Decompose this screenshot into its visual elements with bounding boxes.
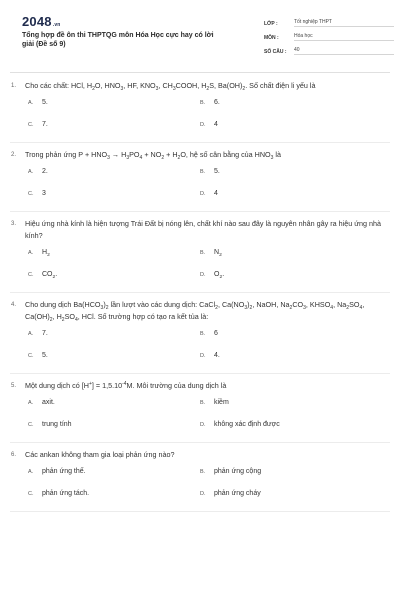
option-letter: C. (28, 491, 34, 497)
subject-label: MÔN : (264, 35, 279, 41)
answer-option[interactable] (200, 242, 390, 264)
answer-option[interactable] (28, 183, 200, 205)
answer-option[interactable] (200, 323, 390, 345)
logo-text: 2048 (22, 14, 52, 29)
option-text: 7. (42, 330, 48, 337)
answer-option[interactable] (28, 414, 200, 436)
question-stem (10, 218, 390, 242)
answer-option[interactable] (28, 114, 200, 136)
class-value: Tốt nghiệp THPT (294, 19, 394, 27)
meta-row-class (264, 13, 394, 27)
option-text: 2. (42, 168, 48, 175)
question-item (10, 74, 390, 143)
answer-option[interactable] (200, 161, 390, 183)
answer-option[interactable] (200, 461, 390, 483)
header-divider (10, 72, 390, 73)
option-text: axit. (42, 399, 55, 406)
option-letter: C. (28, 422, 34, 428)
meta-row-count (264, 41, 394, 55)
question-text: Cho các chất: HCl, $H_2O$, $HNO_3$, HF, $KNO_3$, $CH_3COOH$, $H_2S$, $Ba(OH)_2$. Số chất điện li yếu là (25, 81, 316, 92)
question-list (10, 74, 390, 512)
question-number: 3. (11, 221, 17, 227)
site-logo[interactable] (22, 14, 61, 29)
answer-option[interactable] (28, 92, 200, 114)
answer-option[interactable] (200, 345, 390, 367)
option-text: phản ứng thế. (42, 468, 86, 475)
answer-option[interactable] (28, 161, 200, 183)
question-item (10, 293, 390, 374)
question-stem (10, 149, 390, 161)
class-label: LỚP : (264, 21, 278, 27)
answer-option[interactable] (28, 264, 200, 286)
answer-option[interactable] (28, 345, 200, 367)
answer-option[interactable] (28, 323, 200, 345)
option-letter: B. (200, 469, 206, 475)
option-text: $N_2$ (214, 249, 222, 258)
meta-row-subject (264, 27, 394, 41)
question-stem (10, 380, 390, 392)
option-letter: B. (200, 400, 206, 406)
option-letter: C. (28, 122, 34, 128)
option-letter: A. (28, 469, 34, 475)
question-text: Trong phản ứng $P + HNO_3 \to H_3PO_4 + NO_2 + H_2O$, hệ số cân bằng của $HNO_3$ là (25, 150, 282, 161)
option-letter: A. (28, 100, 34, 106)
question-number: 1. (11, 83, 17, 89)
answer-options (28, 461, 390, 505)
option-letter: D. (200, 422, 206, 428)
subject-value: Hóa học (294, 33, 394, 41)
option-text: 3 (42, 190, 46, 197)
option-text: 5. (214, 168, 220, 175)
answer-options (28, 242, 390, 286)
answer-options (28, 161, 390, 205)
option-text: 4 (214, 190, 218, 197)
question-text: Hiệu ứng nhà kính là hiện tượng Trái Đất bị nóng lên, chất khí nào sau đây là nguyên nhân gây ra hiệu ứng nhà kính? (25, 219, 382, 240)
option-text: kiềm (214, 399, 229, 406)
option-letter: B. (200, 250, 206, 256)
answer-option[interactable] (28, 392, 200, 414)
answer-option[interactable] (28, 461, 200, 483)
question-stem (10, 299, 390, 323)
exam-meta (264, 13, 394, 55)
option-text: phản ứng cộng (214, 468, 262, 475)
answer-options (28, 392, 390, 436)
question-count-label: SỐ CÂU : (264, 49, 287, 55)
answer-option[interactable] (200, 414, 390, 436)
question-number: 2. (11, 152, 17, 158)
answer-option[interactable] (28, 242, 200, 264)
answer-options (28, 92, 390, 136)
question-count-value: 40 (294, 47, 394, 55)
option-letter: A. (28, 250, 34, 256)
question-item (10, 443, 390, 512)
question-stem (10, 80, 390, 92)
option-text: $O_2$. (214, 271, 225, 280)
option-letter: B. (200, 331, 206, 337)
option-text: $H_2$ (42, 249, 50, 258)
question-number: 6. (11, 452, 17, 458)
option-text: 6. (214, 99, 220, 106)
option-letter: D. (200, 491, 206, 497)
option-letter: A. (28, 400, 34, 406)
answer-option[interactable] (200, 183, 390, 205)
option-letter: C. (28, 272, 34, 278)
option-text: không xác định được (214, 421, 280, 428)
question-text: Một dung dịch có $[H^+] = 1,5.10^{-4}M$. Môi trường của dung dịch là (25, 381, 227, 390)
question-number: 5. (11, 383, 17, 389)
question-text: Cho dung dịch $Ba(HCO_3)_2$ lần lượt vào các dung dịch: CaCl$_2$, $Ca(NO_3)_2$, NaOH, $Na_2CO_3$, $KHSO_4$, $Na_2SO_4$, $Ca(OH)_2$, $H_2SO_4$, HCl. Số trường hợp có tạo ra kết tủa là: (25, 300, 365, 323)
question-item (10, 374, 390, 443)
option-text: $CO_2$. (42, 271, 58, 280)
option-letter: B. (200, 169, 206, 175)
option-text: trung tính (42, 421, 72, 428)
question-stem (10, 449, 390, 461)
logo-suffix: .vn (52, 22, 61, 28)
option-letter: D. (200, 272, 206, 278)
answer-option[interactable] (28, 483, 200, 505)
option-letter: A. (28, 331, 34, 337)
option-letter: D. (200, 191, 206, 197)
option-letter: A. (28, 169, 34, 175)
option-text: 4 (214, 121, 218, 128)
option-letter: C. (28, 353, 34, 359)
answer-option[interactable] (200, 92, 390, 114)
option-letter: D. (200, 122, 206, 128)
option-text: 5. (42, 352, 48, 359)
question-item (10, 212, 390, 293)
option-letter: D. (200, 353, 206, 359)
answer-option[interactable] (200, 392, 390, 414)
option-text: phản ứng cháy (214, 490, 261, 497)
page-header (10, 0, 390, 72)
document-title: Tổng hợp đề ôn thi THPTQG môn Hóa Học cực hay có lời giải (Đề số 9) (22, 32, 214, 48)
option-text: phản ứng tách. (42, 490, 90, 497)
option-text: 7. (42, 121, 48, 128)
option-letter: C. (28, 191, 34, 197)
answer-options (28, 323, 390, 367)
option-text: 6 (214, 330, 218, 337)
question-item (10, 143, 390, 212)
question-text: Các ankan không tham gia loại phản ứng nào? (25, 450, 175, 459)
option-text: 4. (214, 352, 220, 359)
answer-option[interactable] (200, 264, 390, 286)
answer-option[interactable] (200, 114, 390, 136)
question-number: 4. (11, 302, 17, 308)
answer-option[interactable] (200, 483, 390, 505)
option-text: 5. (42, 99, 48, 106)
option-letter: B. (200, 100, 206, 106)
